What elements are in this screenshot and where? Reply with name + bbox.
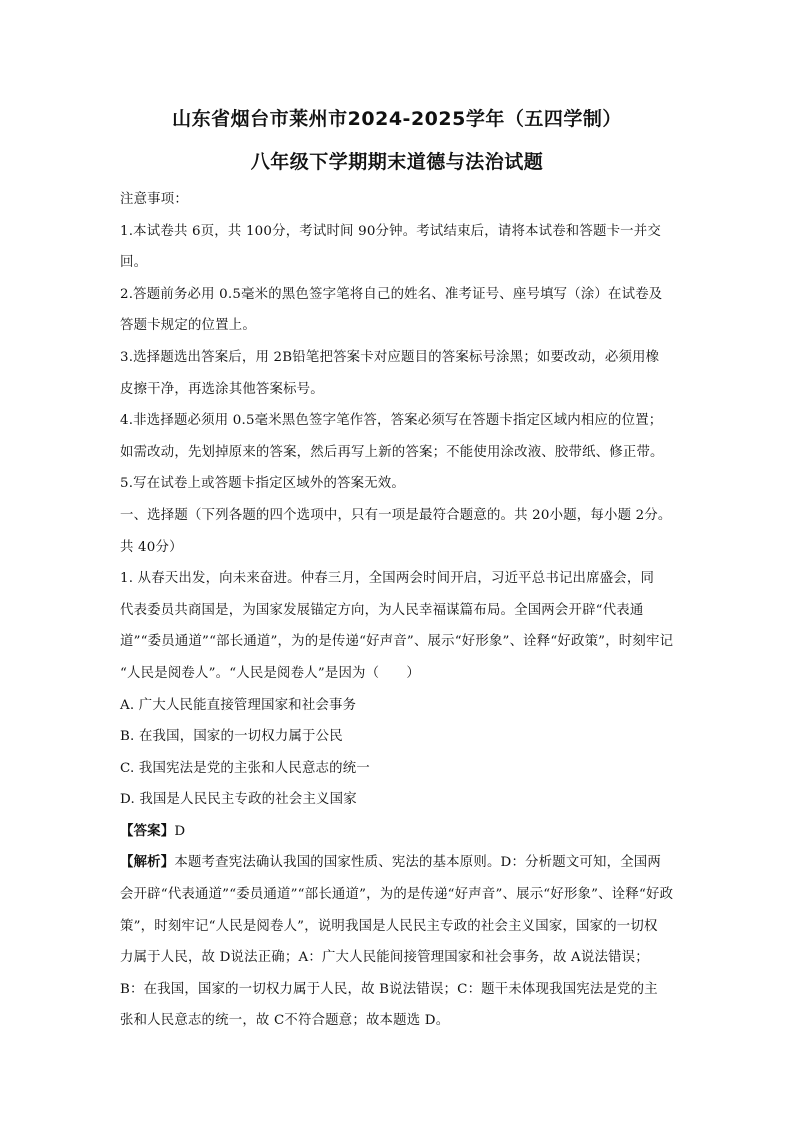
answer-line	[120, 816, 690, 848]
analysis-line: 策”，时刻牢记“人民是阅卷人”，说明我国是人民民主专政的社会主义国家，国家的一切权	[120, 918, 658, 934]
option-c: C. 我国宪法是党的主张和人民意志的统一	[120, 760, 370, 776]
document-body	[120, 184, 690, 1037]
analysis-text: 本题考查宪法确认我国的国家性质、宪法的基本原则。D：分析题文可知，全国两	[174, 855, 661, 871]
notice-line: 5.写在试卷上或答题卡指定区域外的答案无效。	[120, 476, 405, 492]
exam-title-line2: 八年级下学期期末道德与法治试题	[250, 151, 544, 173]
answer-label: 【答案】	[120, 822, 175, 839]
analysis-line	[120, 847, 690, 879]
notice-line: 答题卡规定的位置上。	[120, 318, 256, 334]
exam-title-line1: 山东省烟台市莱州市2024-2025学年（五四学制）	[172, 108, 622, 130]
answer-value: D	[174, 823, 186, 839]
notice-line: 1.本试卷共 6页，共 100分，考试时间 90分钟。考试结束后，请将本试卷和答题卡一并交	[120, 223, 661, 239]
analysis-line: 张和人民意志的统一，故 C不符合题意；故本题选 D。	[120, 1013, 450, 1029]
notice-heading: 注意事项：	[120, 192, 188, 207]
question-stem-line: 代表委员共商国是，为国家发展锚定方向，为人民幸福谋篇布局。全国两会开辟“代表通	[120, 602, 644, 618]
question-stem-line: 1. 从春天出发，向未来奋进。仲春三月，全国两会时间开启，习近平总书记出席盛会，同	[120, 571, 655, 587]
option-b: B. 在我国，国家的一切权力属于公民	[120, 729, 343, 745]
section-heading-line: 一、选择题（下列各题的四个选项中，只有一项是最符合题意的。共 20小题，每小题 2分。	[120, 507, 672, 523]
analysis-line: B：在我国，国家的一切权力属于人民，故 B说法错误；C：题干未体现我国宪法是党的主	[120, 981, 658, 997]
analysis-label: 【解析】	[120, 854, 175, 871]
analysis-line: 会开辟“代表通道”“委员通道”“部长通道”，为的是传递“好声音”、展示“好形象”、诠释“好政	[120, 887, 674, 903]
notice-line: 2.答题前务必用 0.5毫米的黑色签字笔将自己的姓名、准考证号、座号填写（涂）在试卷及	[120, 286, 663, 302]
notice-line: 皮擦干净，再选涂其他答案标号。	[120, 381, 324, 397]
notice-line: 4.非选择题必须用 0.5毫米黑色签字笔作答，答案必须写在答题卡指定区域内相应的位置；	[120, 413, 663, 429]
notice-line: 回。	[120, 255, 148, 271]
notice-line: 如需改动，先划掉原来的答案，然后再写上新的答案；不能使用涂改液、胶带纸、修正带。	[120, 444, 664, 460]
analysis-line: 力属于人民，故 D说法正确；A：广大人民能间接管理国家和社会事务，故 A说法错误；	[120, 950, 649, 966]
section-heading-line: 共 40分）	[120, 539, 183, 555]
notice-line: 3.选择题选出答案后，用 2B铅笔把答案卡对应题目的答案标号涂黑；如要改动，必须用橡	[120, 349, 660, 365]
question-stem-line: “人民是阅卷人”。“人民是阅卷人”是因为（ ）	[120, 665, 420, 681]
option-d: D. 我国是人民民主专政的社会主义国家	[120, 792, 357, 808]
option-a: A. 广大人民能直接管理国家和社会事务	[120, 697, 357, 713]
question-stem-line: 道”“委员通道”“部长通道”，为的是传递“好声音”、展示“好形象”、诠释“好政策”，时刻牢记	[120, 634, 674, 650]
